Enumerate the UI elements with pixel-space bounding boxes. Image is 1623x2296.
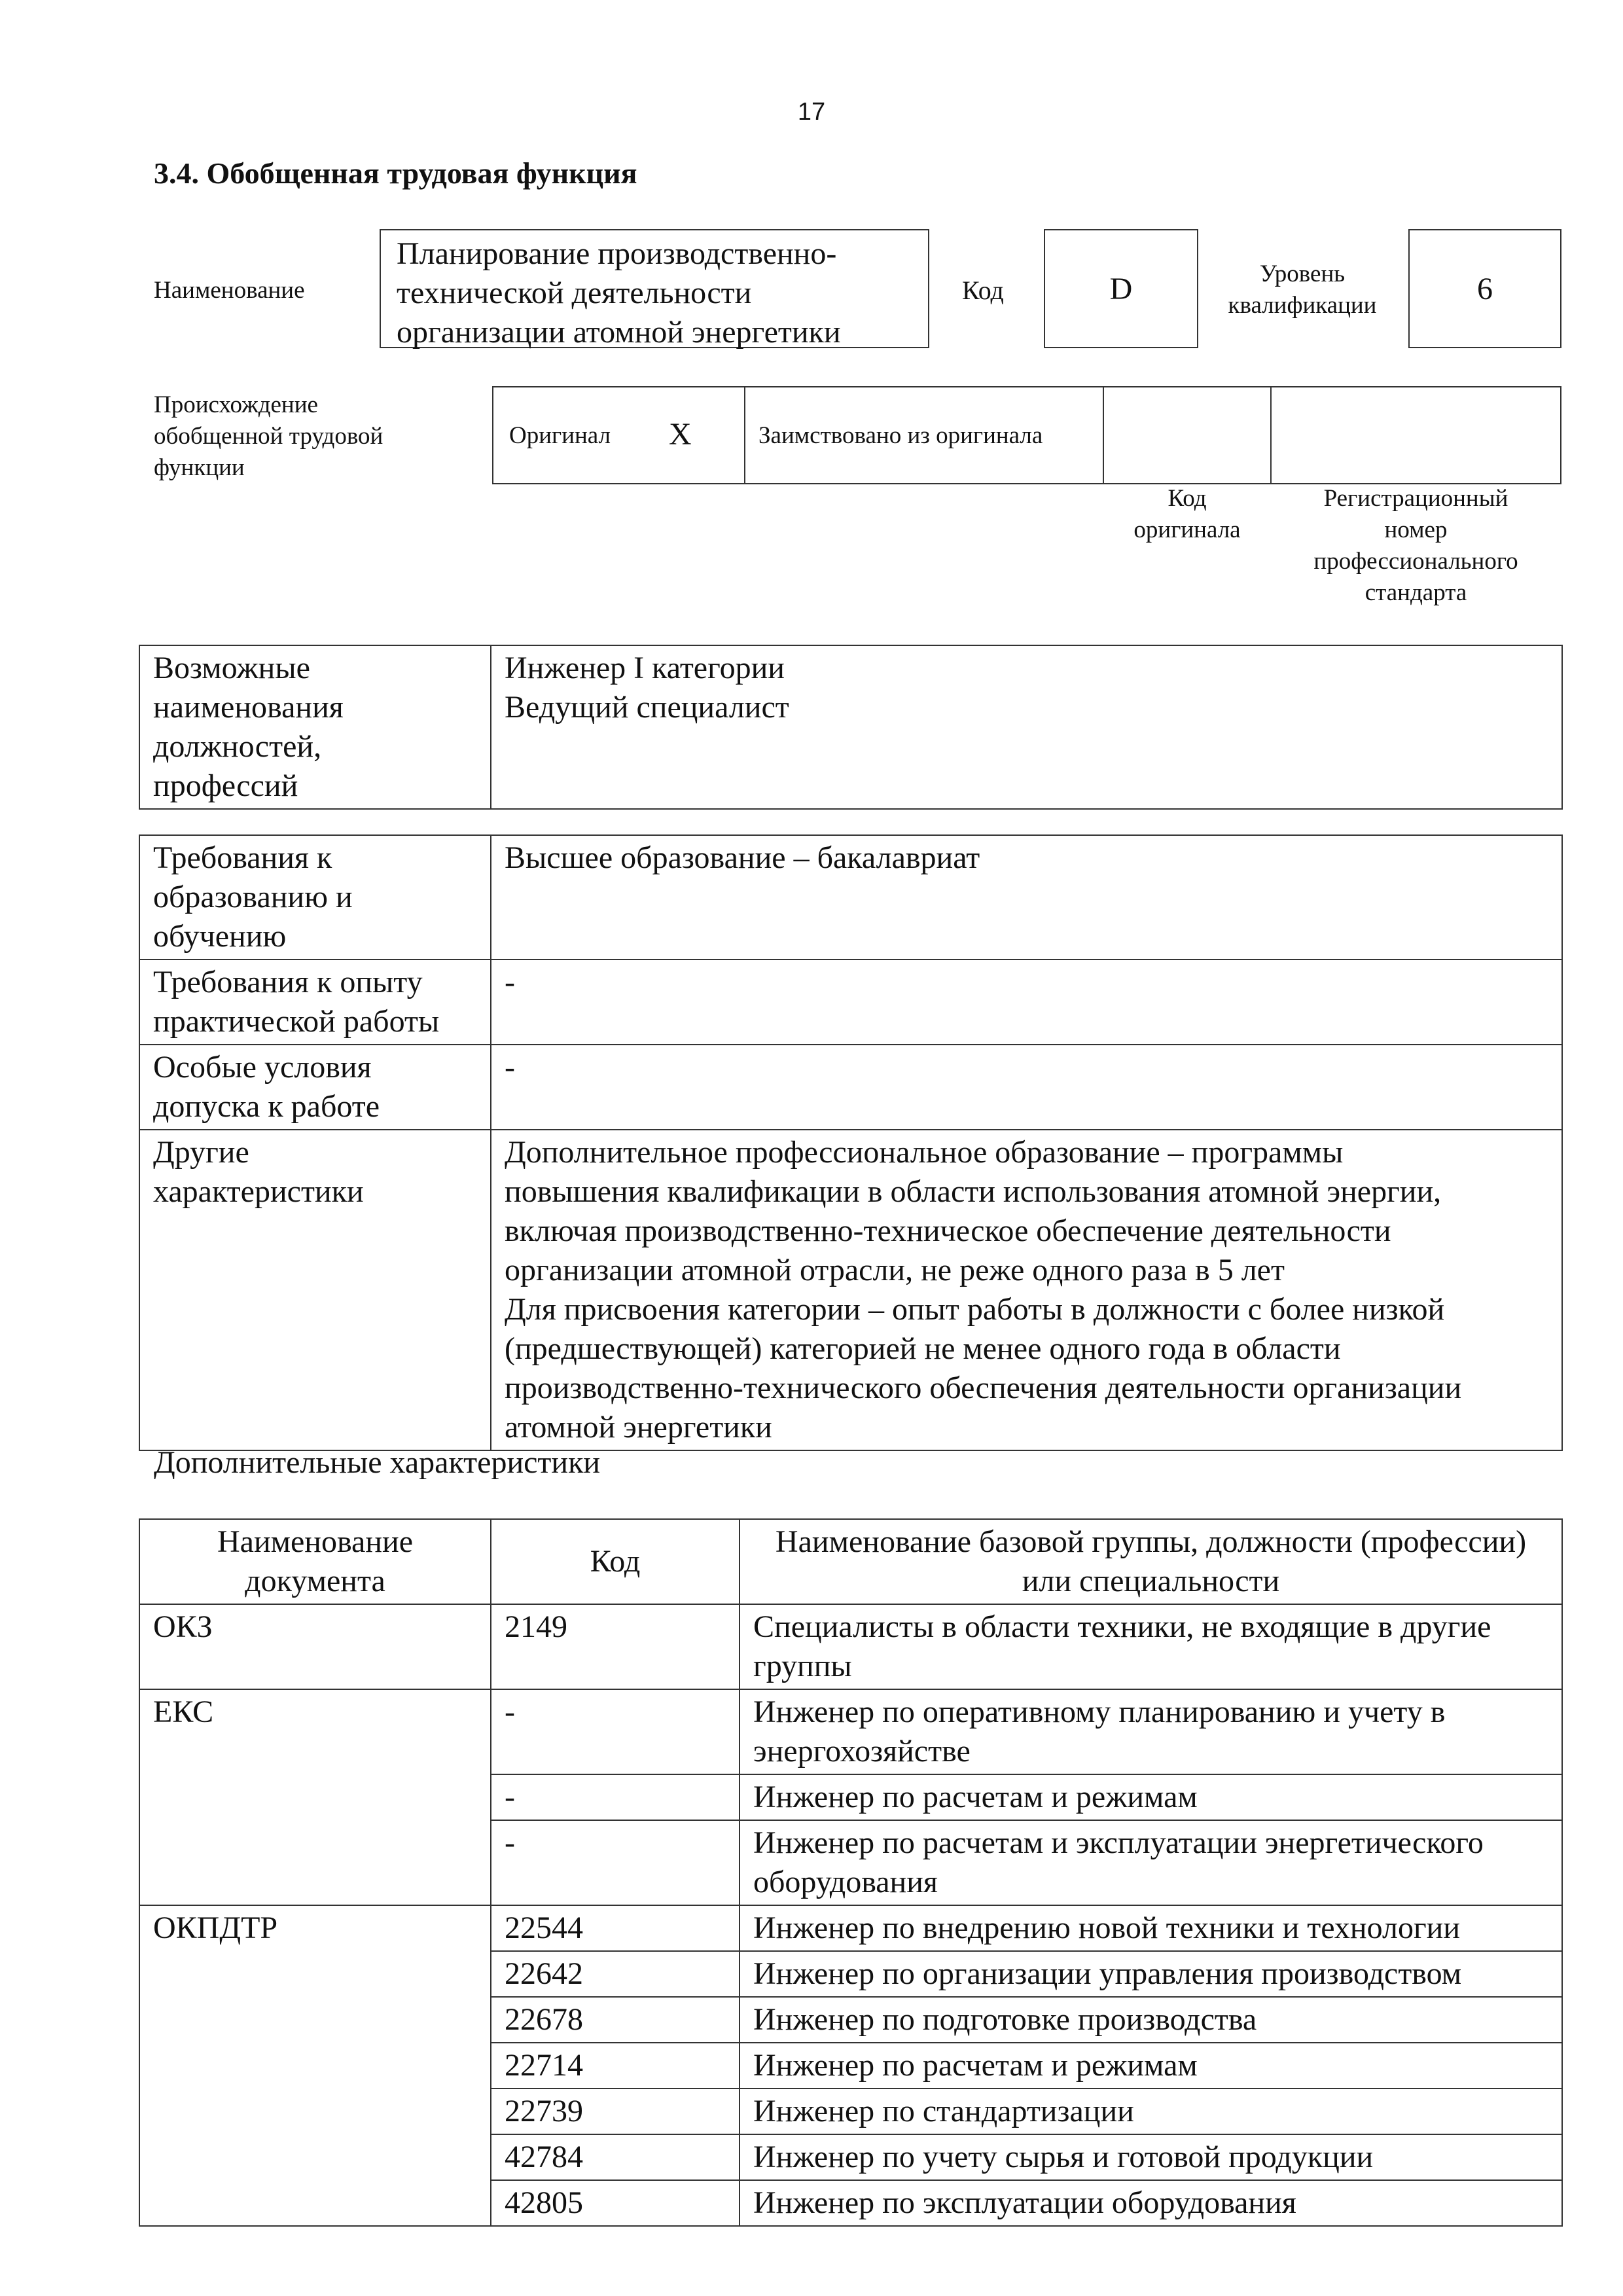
requirement-label [139, 960, 491, 1045]
requirement-value-line: атомной энергетики [505, 1410, 772, 1444]
original-code-cell [1103, 386, 1272, 484]
requirement-label-line: характеристики [153, 1174, 364, 1209]
name-line: Инженер по расчетам и эксплуатации энергетического [753, 1825, 1484, 1860]
name-cell: Инженер по внедрению новой техники и технологии [740, 1905, 1562, 1951]
code-cell: - [491, 1774, 740, 1820]
original-cell [492, 386, 745, 484]
borrowed-label: Заимствовано из оригинала [758, 422, 1043, 449]
origin-label [154, 389, 383, 484]
requirement-value-line: организации атомной отрасли, не реже одного раза в 5 лет [505, 1253, 1285, 1287]
name-cell [740, 1689, 1562, 1774]
name-line: Специалисты в области техники, не входящие в другие [753, 1609, 1491, 1644]
requirement-value-line: производственно-технического обеспечения деятельности организации [505, 1371, 1462, 1405]
requirement-label-line: Требования к [153, 840, 332, 875]
requirement-label [139, 1045, 491, 1130]
code-cell: - [491, 1689, 740, 1774]
name-cell: Инженер по стандартизации [740, 2089, 1562, 2134]
origin-label-line: обобщенной трудовой [154, 423, 383, 450]
requirement-value [491, 835, 1562, 960]
requirement-label [139, 1130, 491, 1450]
additional-title: Дополнительные характеристики [154, 1445, 601, 1480]
requirement-value-line: - [505, 965, 515, 999]
code-cell: 22714 [491, 2043, 740, 2089]
header-line: Наименование базовой группы, должности (профессии) [775, 1524, 1527, 1559]
positions-value [491, 645, 1562, 809]
code-cell: 22642 [491, 1951, 740, 1997]
code-cell: 2149 [491, 1604, 740, 1689]
name-cell: Инженер по расчетам и режимам [740, 1774, 1562, 1820]
level-value: 6 [1477, 272, 1493, 306]
registration-caption [1270, 483, 1561, 609]
origin-label-line: Происхождение [154, 391, 318, 418]
requirement-label [139, 835, 491, 960]
positions-table [139, 645, 1563, 810]
code-box [1044, 229, 1198, 348]
header-document [139, 1519, 491, 1604]
registration-caption-line: номер [1384, 516, 1448, 543]
name-cell: Инженер по расчетам и режимам [740, 2043, 1562, 2089]
code-caption-line: Код [1168, 485, 1207, 512]
positions-label-line: Возможные [153, 651, 310, 685]
header-code: Код [491, 1519, 740, 1604]
function-name-line: организации атомной энергетики [397, 315, 841, 350]
name-line: Инженер по оперативному планированию и учету в [753, 1695, 1446, 1729]
requirement-value [491, 960, 1562, 1045]
header-name [740, 1519, 1562, 1604]
header-line: Наименование [217, 1524, 414, 1559]
level-label-line: квалификации [1228, 292, 1377, 319]
table-row [139, 1905, 1562, 1951]
table-header-row [139, 1519, 1562, 1604]
table-row [139, 1130, 1562, 1450]
borrowed-cell [744, 386, 1104, 484]
code-cell: - [491, 1820, 740, 1905]
requirements-table [139, 834, 1563, 1451]
positions-label-line: должностей, [153, 729, 322, 764]
table-row [139, 1689, 1562, 1774]
positions-label [139, 645, 491, 809]
requirement-value-line: Дополнительное профессиональное образование – программы [505, 1135, 1344, 1170]
code-caption [1103, 483, 1272, 546]
table-row [139, 645, 1562, 809]
requirement-value-line: повышения квалификации в области использования атомной энергии, [505, 1174, 1442, 1209]
additional-table [139, 1518, 1563, 2227]
table-row [139, 1604, 1562, 1689]
name-cell: Инженер по учету сырья и готовой продукции [740, 2134, 1562, 2180]
code-cell: 42805 [491, 2180, 740, 2226]
positions-label-line: наименования [153, 690, 344, 725]
table-row [139, 835, 1562, 960]
section-title: 3.4. Обобщенная трудовая функция [154, 156, 637, 190]
registration-caption-line: стандарта [1364, 579, 1467, 606]
code-caption-line: оригинала [1133, 516, 1241, 543]
requirement-value-line: - [505, 1050, 515, 1085]
name-cell: Инженер по организации управления производством [740, 1951, 1562, 1997]
position-name: Инженер I категории [505, 651, 785, 685]
code-value: D [1109, 272, 1133, 306]
document-cell: ОКПДТР [139, 1905, 491, 2226]
requirement-label-line: Другие [153, 1135, 249, 1170]
positions-label-line: профессий [153, 768, 298, 803]
code-cell: 42784 [491, 2134, 740, 2180]
name-line: группы [753, 1649, 852, 1683]
requirement-label-line: Особые условия [153, 1050, 372, 1085]
level-box [1408, 229, 1561, 348]
requirement-label-line: обучению [153, 919, 287, 954]
level-label-line: Уровень [1259, 260, 1346, 287]
requirement-label-line: практической работы [153, 1004, 440, 1039]
header-line: документа [245, 1564, 385, 1598]
registration-number-cell [1270, 386, 1561, 484]
name-cell [740, 1604, 1562, 1689]
requirement-label-line: образованию и [153, 880, 353, 914]
origin-label-line: функции [154, 454, 245, 481]
level-label [1211, 259, 1394, 321]
requirement-value-line: Для присвоения категории – опыт работы в должности с более низкой [505, 1292, 1445, 1327]
requirement-value [491, 1130, 1562, 1450]
name-label: Наименование [154, 277, 305, 304]
requirement-label-line: Требования к опыту [153, 965, 423, 999]
name-cell [740, 1820, 1562, 1905]
original-label: Оригинал [509, 422, 611, 449]
document-cell: ОКЗ [139, 1604, 491, 1689]
original-mark: X [669, 417, 692, 452]
code-cell: 22739 [491, 2089, 740, 2134]
name-line: оборудования [753, 1865, 938, 1899]
code-label: Код [962, 276, 1004, 305]
requirement-value-line: (предшествующей) категорией не менее одного года в области [505, 1331, 1341, 1366]
table-row [139, 1045, 1562, 1130]
name-cell: Инженер по подготовке производства [740, 1997, 1562, 2043]
function-name-box [380, 229, 929, 348]
requirement-value-line: включая производственно-техническое обеспечение деятельности [505, 1213, 1391, 1248]
name-line: энергохозяйстве [753, 1734, 971, 1768]
requirement-value-line: Высшее образование – бакалавриат [505, 840, 980, 875]
registration-caption-line: профессионального [1313, 548, 1518, 575]
name-cell: Инженер по эксплуатации оборудования [740, 2180, 1562, 2226]
position-name: Ведущий специалист [505, 690, 789, 725]
function-name-line: Планирование производственно- [397, 236, 837, 271]
registration-caption-line: Регистрационный [1323, 485, 1508, 512]
header-line: или специальности [1022, 1564, 1280, 1598]
function-name-line: технической деятельности [397, 276, 752, 310]
document-cell: ЕКС [139, 1689, 491, 1905]
table-row [139, 960, 1562, 1045]
page-number: 17 [797, 98, 826, 126]
code-cell: 22678 [491, 1997, 740, 2043]
code-cell: 22544 [491, 1905, 740, 1951]
requirement-value [491, 1045, 1562, 1130]
requirement-label-line: допуска к работе [153, 1089, 380, 1124]
